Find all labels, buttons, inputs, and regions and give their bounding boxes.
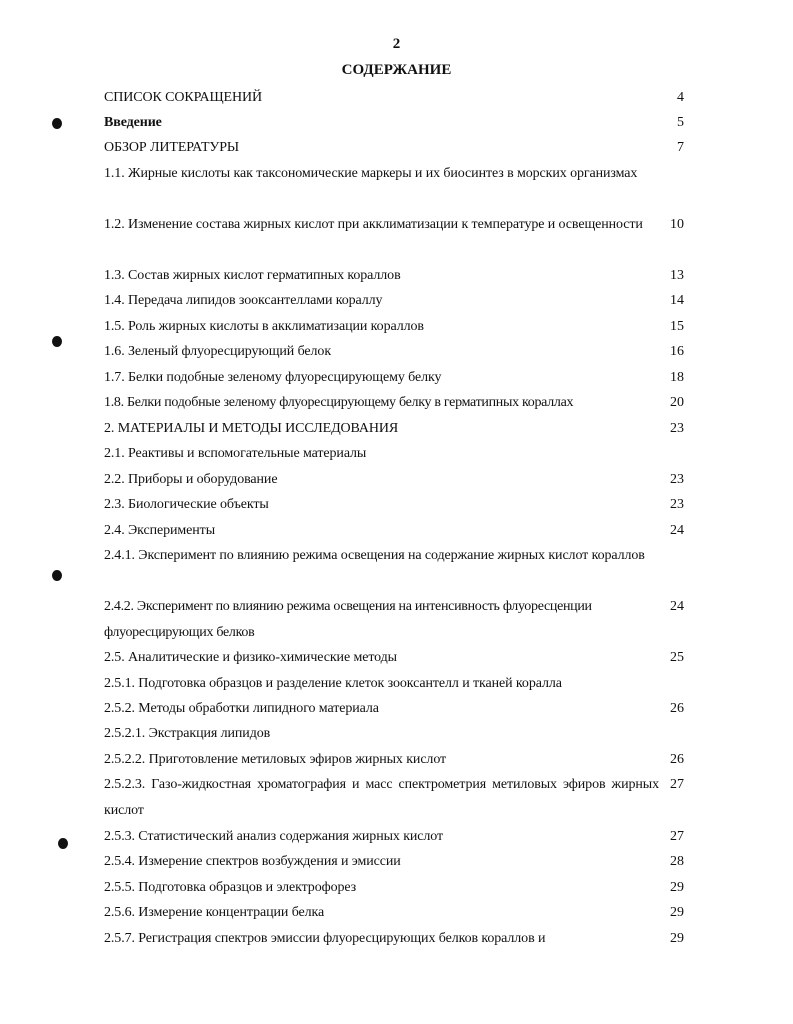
toc-entry-page: 29 [670, 905, 684, 920]
toc-entry-text: 2.2. Приборы и оборудование [104, 472, 278, 487]
toc-entry-text: 2.5.3. Статистический анализ содержания жирных кислот [104, 829, 444, 844]
toc-entry-page: 29 [670, 880, 684, 895]
toc-entry-page: 23 [670, 421, 684, 436]
toc-entry-text: 2.5.6. Измерение концентрации белка [104, 905, 325, 920]
toc-entry-text: 2. МАТЕРИАЛЫ И МЕТОДЫ ИССЛЕДОВАНИЯ [104, 421, 399, 436]
toc-entry-text: 1.5. Роль жирных кислоты в акклиматизации кораллов [104, 319, 424, 334]
toc-entry-text: 2.5.2.2. Приготовление метиловых эфиров жирных кислот [104, 752, 447, 767]
toc-entry-page: 5 [677, 115, 684, 130]
hole-punch-mark [58, 838, 68, 849]
toc-entry-text: 1.8. Белки подобные зеленому флуоресцирующему белку в герматипных кораллах [104, 395, 574, 410]
hole-punch-mark [52, 118, 62, 129]
toc-entry-page: 24 [670, 523, 684, 538]
toc-entry-text: 2.4.1. Эксперимент по влиянию режима освещения на содержание жирных кислот кораллов [104, 548, 645, 563]
toc-entry-text: 2.4.2. Эксперимент по влиянию режима освещения на интенсивность флуоресценции флуоресцирующих белков [104, 599, 592, 640]
toc-entry-page: 20 [670, 395, 684, 410]
toc-entry-page: 26 [670, 701, 684, 716]
toc-entry-page: 25 [670, 650, 684, 665]
toc-entry-text: 2.3. Биологические объекты [104, 497, 269, 512]
toc-entry-page: 24 [670, 599, 684, 614]
toc-entry-page: 7 [677, 140, 684, 155]
toc-entry-text: 2.5. Аналитические и физико-химические методы [104, 650, 397, 665]
toc-entry-text: 2.5.4. Измерение спектров возбуждения и эмиссии [104, 854, 401, 869]
toc-entry-page: 13 [670, 268, 684, 283]
toc-entry-text: 2.5.7. Регистрация спектров эмиссии флуоресцирующих белков кораллов и [104, 931, 546, 946]
toc-entry-text: 1.7. Белки подобные зеленому флуоресцирующему белку [104, 370, 442, 385]
toc-entry-text: 1.6. Зеленый флуоресцирующий белок [104, 344, 332, 359]
toc-entry-text: ОБЗОР ЛИТЕРАТУРЫ [104, 140, 240, 155]
toc-entry-text: 2.4. Эксперименты [104, 523, 215, 538]
page-number: 2 [392, 36, 401, 52]
toc-entry-text: 2.5.2.3. Газо-жидкостная хроматография и масс спектрометрия метиловых эфиров жирных кислот [104, 777, 659, 818]
toc-entry-text: Введение [104, 115, 162, 130]
toc-entry-text: 2.5.2.1. Экстракция липидов [104, 726, 271, 741]
toc-entry-text: СПИСОК СОКРАЩЕНИЙ [104, 90, 263, 105]
toc-entry-text: 2.5.1. Подготовка образцов и разделение клеток зооксантелл и тканей коралла [104, 676, 562, 691]
toc-entry-page: 18 [670, 370, 684, 385]
toc-entry-page: 29 [670, 931, 684, 946]
hole-punch-mark [52, 570, 62, 581]
toc-entry-page: 16 [670, 344, 684, 359]
toc-entry-page: 14 [670, 293, 684, 308]
toc-entry-text: 1.4. Передача липидов зооксантеллами кораллу [104, 293, 383, 308]
toc-entry-text: 1.3. Состав жирных кислот герматипных кораллов [104, 268, 401, 283]
toc-entry-page: 4 [677, 90, 684, 105]
toc-title: СОДЕРЖАНИЕ [341, 62, 452, 78]
toc-entry-page: 15 [670, 319, 684, 334]
toc-entry-page: 28 [670, 854, 684, 869]
toc-entry-page: 27 [670, 777, 684, 792]
toc-entry-page: 23 [670, 497, 684, 512]
toc-entry-text: 2.5.2. Методы обработки липидного материала [104, 701, 379, 716]
toc-entry-page: 27 [670, 829, 684, 844]
toc-entry-text: 2.5.5. Подготовка образцов и электрофорез [104, 880, 357, 895]
hole-punch-mark [52, 336, 62, 347]
toc-entry-page: 26 [670, 752, 684, 767]
toc-entry-page: 10 [670, 217, 684, 232]
toc-entry-page: 23 [670, 472, 684, 487]
toc-entry-text: 2.1. Реактивы и вспомогательные материалы [104, 446, 367, 461]
toc-entry-text: 1.2. Изменение состава жирных кислот при акклиматизации к температуре и освещенности [104, 217, 643, 232]
toc-entry-text: 1.1. Жирные кислоты как таксономические маркеры и их биосинтез в морских организмах [104, 166, 638, 181]
